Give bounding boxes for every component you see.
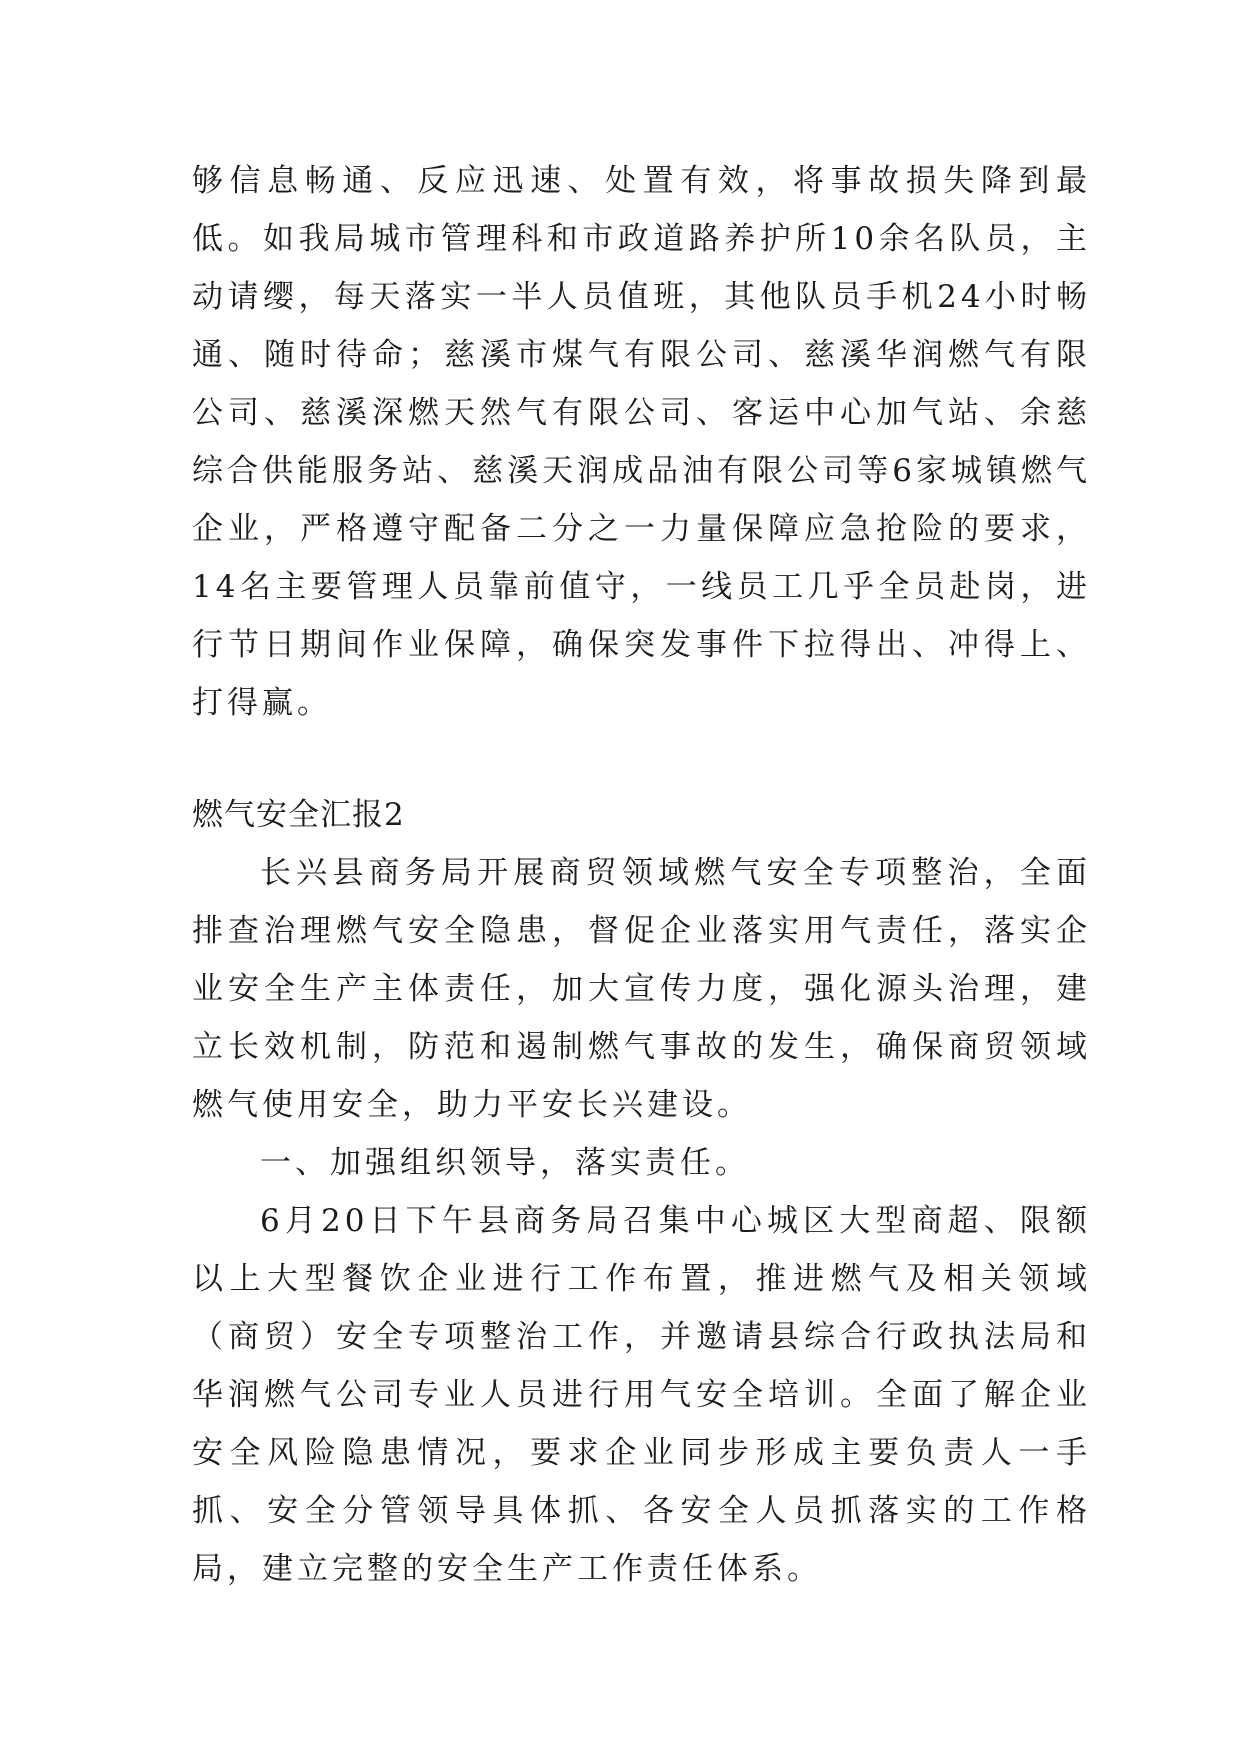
body-paragraph-continued: 够信息畅通、反应迅速、处置有效，将事故损失降到最低。如我局城市管理科和市政道路养护所10余名队员，主动请缨，每天落实一半人员值班，其他队员手机24小时畅通、随时待命；慈溪市煤气有限公司、慈溪华润燃气有限公司、慈溪深燃天然气有限公司、客运中心加气站、余慈综合供能服务站、慈溪天润成品油有限公司等6家城镇燃气企业，严格遵守配备二分之一力量保障应急抢险的要求，14名主要管理人员靠前值守，一线员工几乎全员赴岗，进行节日期间作业保障，确保突发事件下拉得出、冲得上、打得赢。 xyxy=(192,163,1091,721)
subheading-1: 一、加强组织领导，落实责任。 xyxy=(260,1145,750,1181)
body-paragraph-intro: 长兴县商务局开展商贸领域燃气安全专项整治，全面排查治理燃气安全隐患，督促企业落实用气责任，落实企业安全生产主体责任，加大宣传力度，强化源头治理，建立长效机制，防范和遏制燃气事故的发生，确保商贸领域燃气使用安全，助力平安长兴建设。 xyxy=(192,855,1091,1123)
section-title: 燃气安全汇报2 xyxy=(192,797,405,833)
body-paragraph-detail: 6月20日下午县商务局召集中心城区大型商超、限额以上大型餐饮企业进行工作布置，推进燃气及相关领域（商贸）安全专项整治工作，并邀请县综合行政执法局和华润燃气公司专业人员进行用气安全培训。全面了解企业安全风险隐患情况，要求企业同步形成主要负责人一手抓、安全分管领导具体抓、各安全人员抓落实的工作格局，建立完整的安全生产工作责任体系。 xyxy=(192,1203,1091,1587)
